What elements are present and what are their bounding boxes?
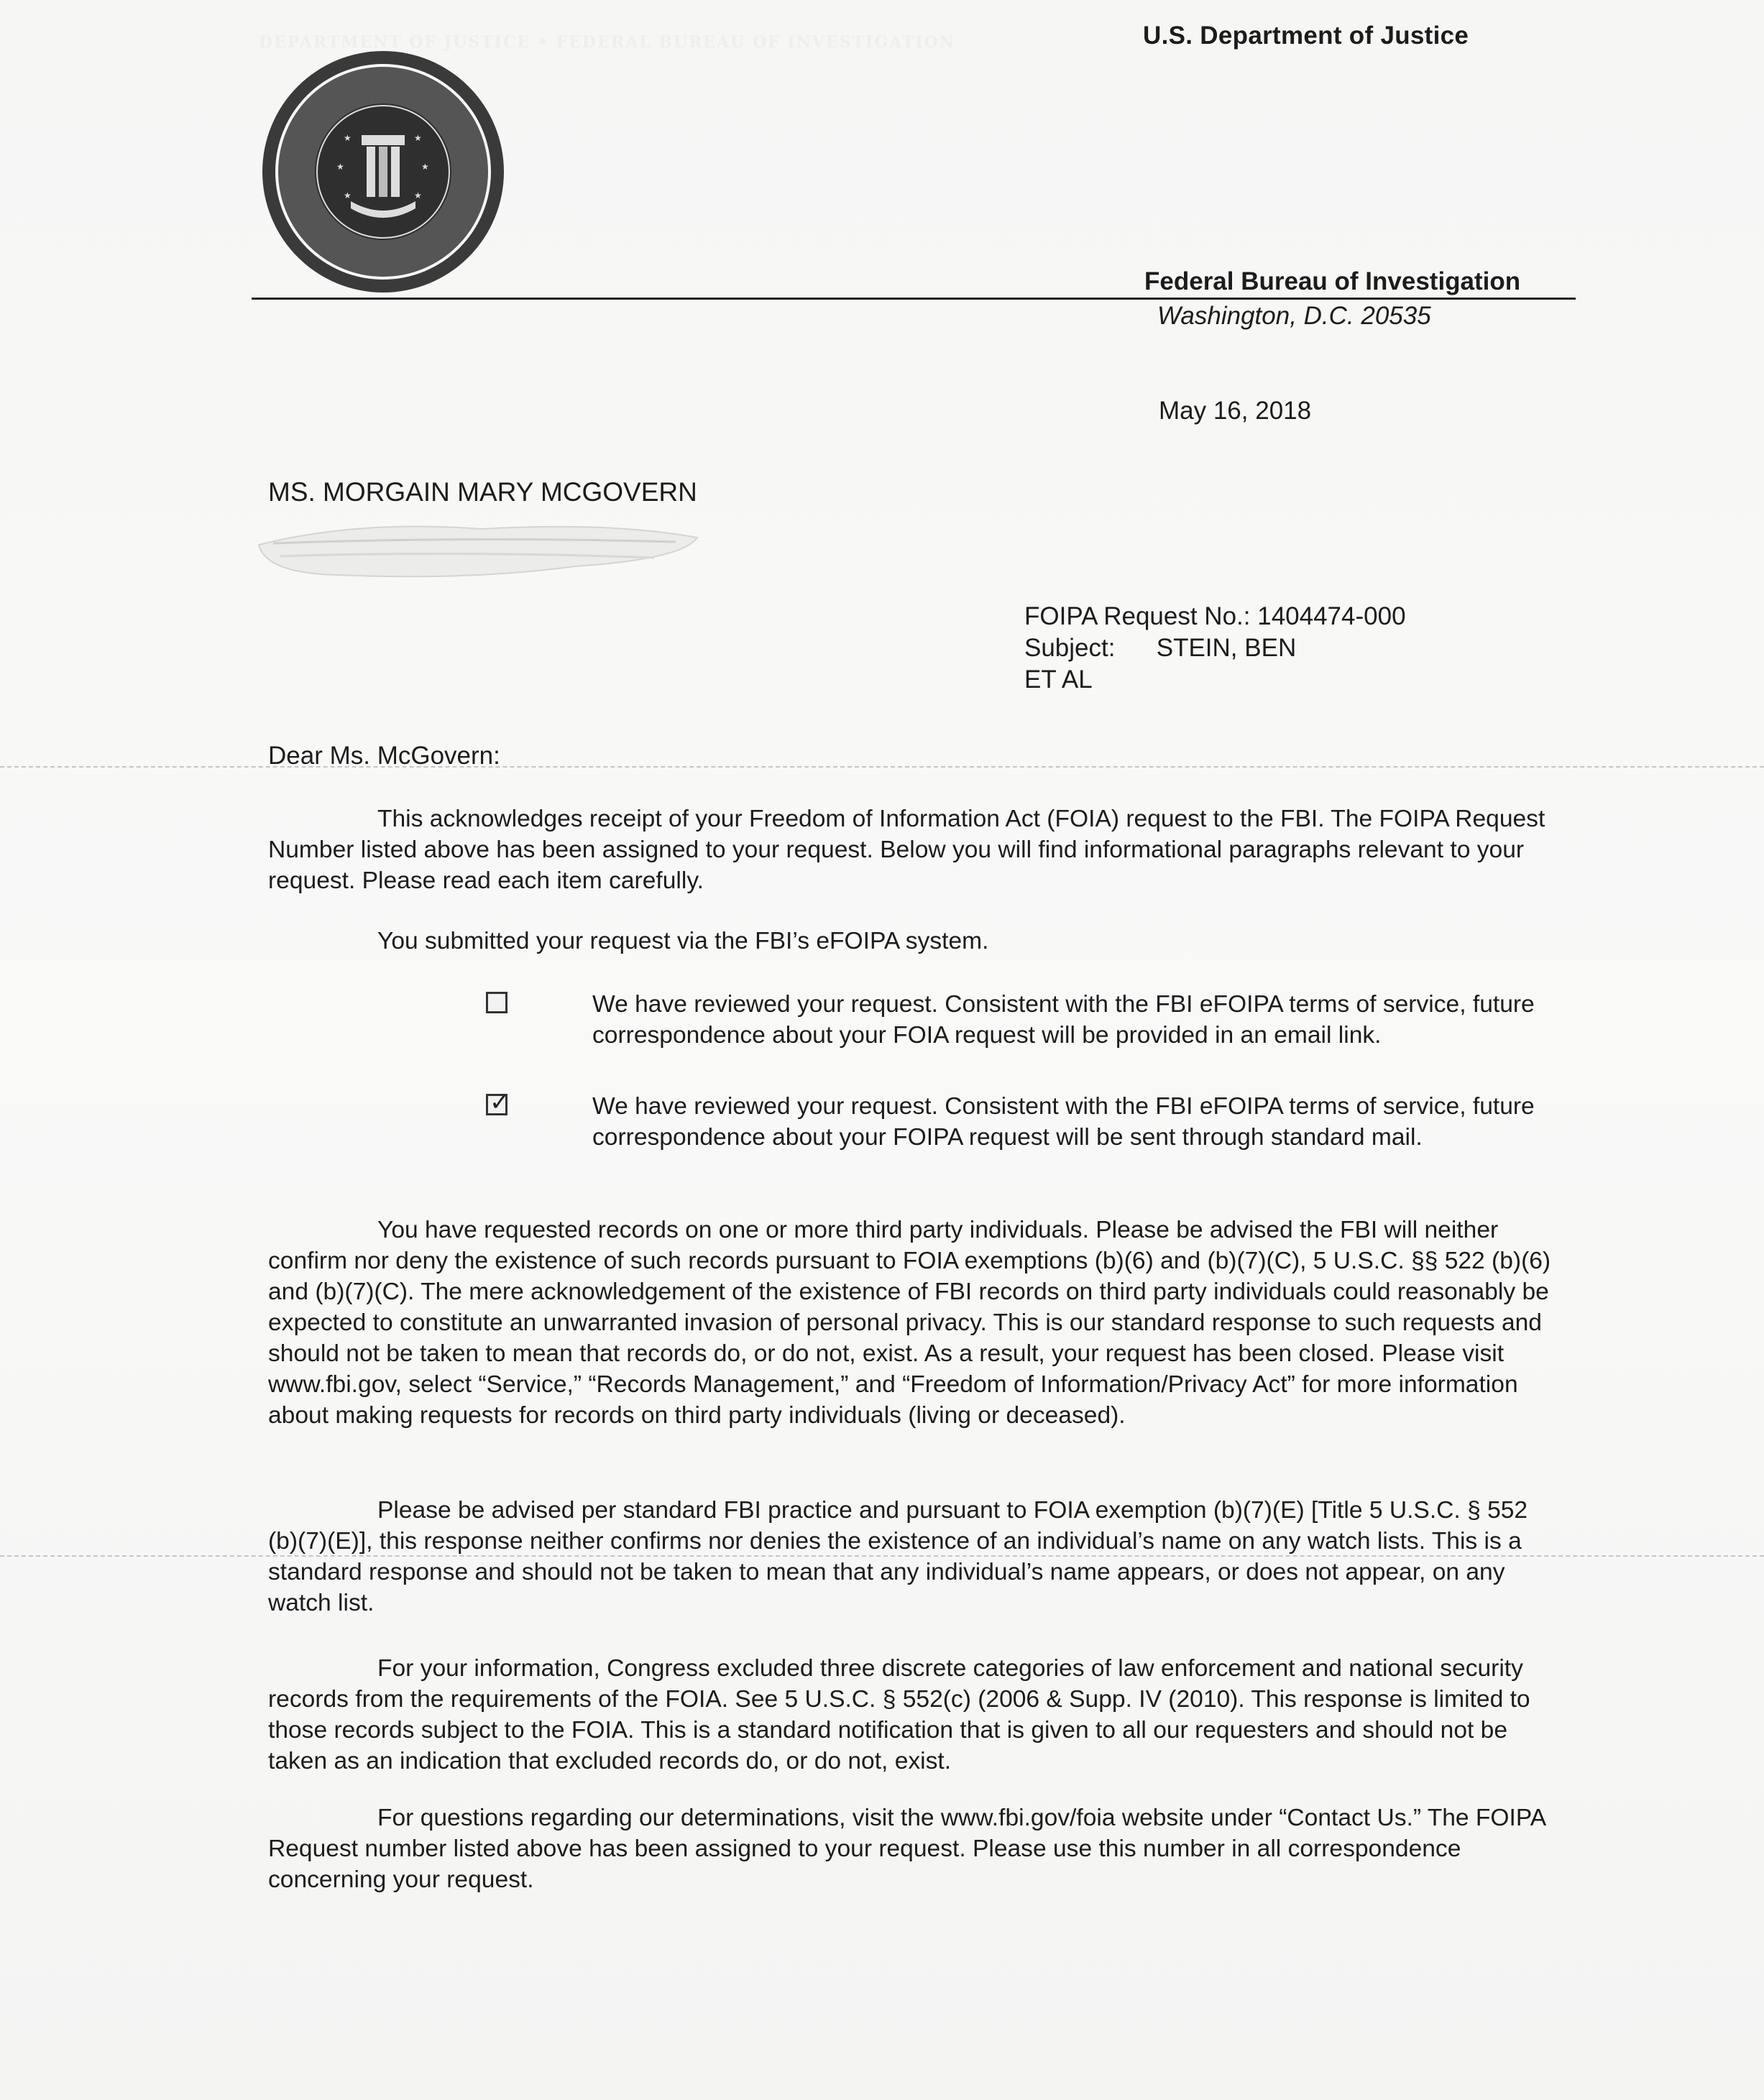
request-info-block (1024, 601, 1406, 696)
bureau-heading: Federal Bureau of Investigation (1144, 267, 1521, 295)
request-number-label: FOIPA Request No.: (1024, 602, 1251, 630)
department-heading: U.S. Department of Justice (1143, 22, 1469, 50)
letter-date: May 16, 2018 (1159, 397, 1312, 425)
fold-line (0, 766, 1764, 768)
bureau-address: Washington, D.C. 20535 (1157, 302, 1431, 330)
paragraph-third-party: You have requested records on one or more third party individuals. Please be advised the FBI will neither confirm nor deny the existence of such records pursuant to FOIA exemptions (b)(6) and (b)(7)(C), 5 U.S.C. §§ 522 (b)(6) and (b)(7)(C). The mere acknowledgement of the existence of FBI records on third party individuals could reasonably be expected to constitute an unwarranted invasion of personal privacy. This is our standard response to such requests and should not be taken to mean that records do, or do not, exist. As a result, your request has been closed. Please visit www.fbi.gov, select “Service,” “Records Management,” and “Freedom of Information/Privacy Act” for more information about making requests for records on third party individuals (living or deceased). (268, 1217, 1551, 1429)
paragraph-contact: For questions regarding our determinations, visit the www.fbi.gov/foia website under “Contact Us.” The FOIPA Request number listed above has been assigned to your request. Please use this number in all correspondence concerning your request. (268, 1805, 1545, 1893)
option-mail-checkbox[interactable] (486, 1089, 510, 1116)
paragraph-acknowledgement: This acknowledges receipt of your Freedom of Information Act (FOIA) request to the FBI. The FOIPA Request Number listed above has been assigned to your request. Below you will find informational paragraphs relevant to your request. Please read each item carefully. (268, 806, 1545, 894)
request-number-line (1024, 601, 1406, 632)
fbi-seal-icon (259, 33, 955, 296)
salutation: Dear Ms. McGovern: (268, 742, 500, 770)
paragraph-exclusions: For your information, Congress excluded three discrete categories of law enforcement and national security records from the requirements of the FOIA. See 5 U.S.C. § 552(c) (2006 & Supp. IV (2010). This response is limited to those records subject to the FOIA. This is a standard notification that is given to all our requesters and should not be taken as an indication that excluded records do, or do not, exist. (268, 1655, 1530, 1774)
svg-text:★: ★ (414, 190, 422, 201)
redacted-address (252, 516, 704, 585)
option-email-checkbox[interactable] (486, 992, 507, 1013)
subject-label: Subject: (1024, 634, 1116, 662)
checkmark-icon: ✓ (490, 1089, 510, 1116)
subject-line-2: ET AL (1024, 666, 1093, 694)
option-mail-text: We have reviewed your request. Consistent with the FBI eFOIPA terms of service, future correspondence about your FOIPA request will be sent through standard mail. (592, 1093, 1535, 1151)
letterhead-rule (252, 298, 1576, 300)
svg-text:★: ★ (344, 190, 352, 201)
svg-text:★: ★ (336, 162, 344, 172)
option-email-text: We have reviewed your request. Consistent with the FBI eFOIPA terms of service, future correspondence about your FOIA request will be provided in an email link. (592, 991, 1535, 1049)
svg-text:★: ★ (344, 133, 352, 143)
svg-text:★: ★ (414, 133, 422, 143)
recipient-name: MS. MORGAIN MARY MCGOVERN (268, 477, 697, 507)
paragraph-watch-list: Please be advised per standard FBI practice and pursuant to FOIA exemption (b)(7)(E) [Title 5 U.S.C. § 552 (b)(7)(E)], this response neither confirms nor denies the existence of an individual’s name on any watch lists. This is a standard response and should not be taken to mean that any individual’s name appears, or does not appear, on any watch list. (268, 1497, 1528, 1616)
svg-text:★: ★ (421, 162, 429, 172)
paragraph-efoipa: You submitted your request via the FBI’s eFOIPA system. (377, 928, 989, 954)
subject-line (1024, 632, 1406, 664)
request-number: 1404474-000 (1257, 602, 1406, 630)
subject-value: STEIN, BEN (1156, 634, 1297, 662)
seal-text: DEPARTMENT OF JUSTICE • FEDERAL BUREAU OF INVESTIGATION (259, 33, 955, 52)
